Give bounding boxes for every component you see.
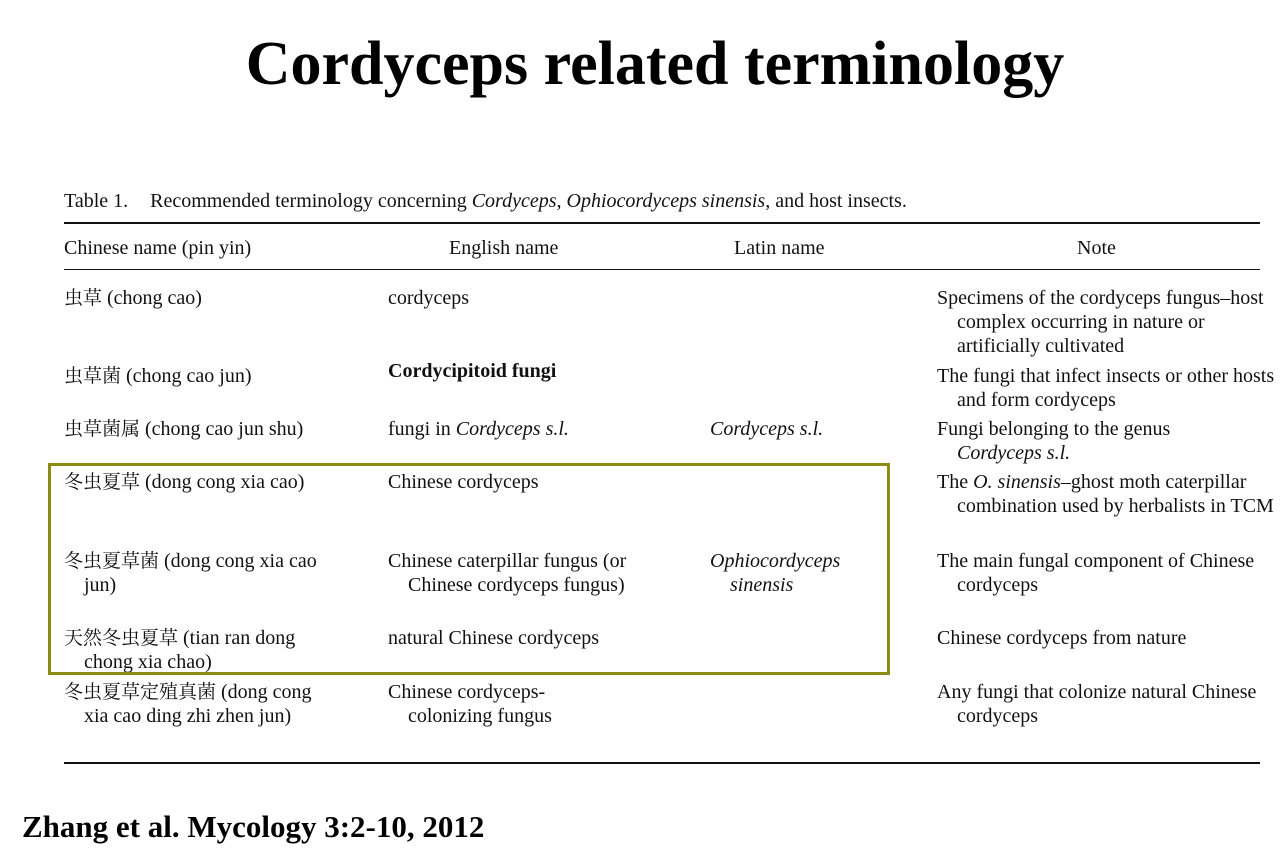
caption-italic-1: Cordyceps [471, 190, 557, 212]
pinyin: (dong cong xia cao ding zhi zhen jun) [84, 681, 312, 727]
table-rule-mid [64, 269, 1260, 270]
caption-text-3: , and host insects. [765, 190, 907, 212]
chinese-name-cell [64, 417, 334, 441]
note-cell: The fungi that infect insects or other hosts and form cordyceps [937, 365, 1275, 411]
chinese-characters: 虫草 [64, 287, 103, 309]
chinese-characters: 虫草菌 [64, 365, 122, 387]
english-name-cell: Cordycipitoid fungi [388, 360, 557, 382]
header-chinese: Chinese name (pin yin) [64, 237, 252, 259]
english-italic: Cordyceps s.l. [455, 418, 569, 440]
pinyin: (chong cao jun) [121, 365, 252, 387]
slide-title: Cordyceps related terminology [245, 30, 1065, 98]
english-name-cell: cordyceps [388, 287, 470, 309]
note-cell [937, 470, 1277, 518]
pinyin: (dong cong xia cao jun) [84, 550, 317, 596]
table-caption [64, 188, 907, 214]
caption-italic-2: Ophiocordyceps sinensis [566, 190, 766, 212]
pinyin: (dong cong xia cao) [140, 471, 305, 493]
note-cell: Any fungi that colonize natural Chinese cordyceps [937, 681, 1257, 727]
english-name-cell: natural Chinese cordyceps [388, 627, 600, 649]
english-name-cell: Chinese cordyceps [388, 471, 539, 493]
english-name-cell: Chinese caterpillar fungus (or Chinese cordyceps fungus) [388, 550, 627, 596]
chinese-characters: 冬虫夏草 [64, 471, 141, 493]
note-cell: Chinese cordyceps from nature [937, 627, 1187, 649]
caption-text-1: Recommended terminology concerning [150, 190, 472, 212]
note-italic: Cordyceps s.l. [957, 442, 1071, 464]
chinese-characters: 天然冬虫夏草 [64, 627, 179, 649]
chinese-name-cell [64, 549, 334, 597]
citation: Zhang et al. Mycology 3:2-10, 2012 [22, 809, 485, 844]
pinyin: (tian ran dong chong xia chao) [84, 627, 296, 673]
note-cell [937, 417, 1257, 465]
table-rule-bottom [64, 762, 1260, 764]
chinese-name-cell [64, 626, 344, 674]
english-name-cell [388, 417, 678, 441]
chinese-name-cell [64, 470, 334, 494]
header-note: Note [1077, 237, 1116, 259]
chinese-characters: 冬虫夏草菌 [64, 550, 160, 572]
note-suffix: –ghost moth caterpillar combination used by herbalists in TCM [957, 471, 1274, 517]
note-cell: The main fungal component of Chinese cordyceps [937, 550, 1255, 596]
table-number: Table 1. [64, 190, 129, 212]
note-prefix: Fungi belonging to the genus [937, 418, 1171, 440]
header-latin: Latin name [734, 237, 825, 259]
chinese-name-cell [64, 680, 334, 728]
english-name-cell: Chinese cordyceps-colonizing fungus [388, 681, 552, 727]
header-english: English name [449, 237, 559, 259]
note-cell: Specimens of the cordyceps fungus–host complex occurring in nature or artificially cultivated [937, 287, 1264, 357]
chinese-characters: 冬虫夏草定殖真菌 [64, 681, 217, 703]
note-italic: O. sinensis [973, 471, 1061, 493]
caption-text-2: , [556, 190, 567, 212]
pinyin: (chong cao) [102, 287, 202, 309]
latin-name-cell: Cordyceps s.l. [710, 418, 824, 440]
chinese-characters: 虫草菌属 [64, 418, 141, 440]
english-prefix: fungi in [388, 418, 456, 440]
chinese-name-cell [64, 286, 334, 310]
chinese-name-cell [64, 364, 334, 388]
note-prefix: The [937, 471, 974, 493]
pinyin: (chong cao jun shu) [140, 418, 304, 440]
table-rule-top [64, 222, 1260, 224]
latin-name-cell: Ophiocordyceps sinensis [710, 550, 841, 596]
